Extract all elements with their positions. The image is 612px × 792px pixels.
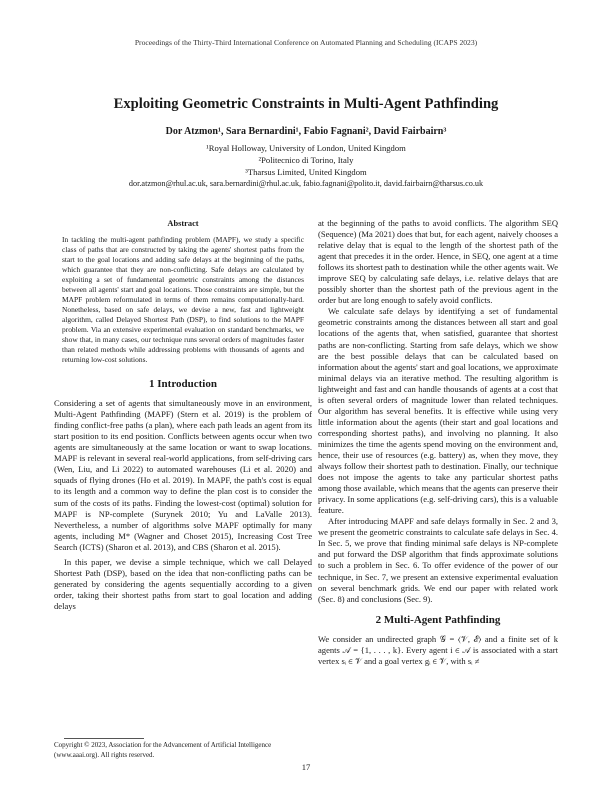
intro-paragraph-1: Considering a set of agents that simultaneously move in an environment, Multi-Agent Pathfinding (MAPF) (Stern et al. 2019) is the problem of finding conflict-free paths (a plan), where each path leads an agent from its start position to its end position. Conflicts between agents occur when two agents are simultaneously at the same location or want to swap locations. MAPF is relevant in several real-world applications, from self-driving cars (Wen, Liu, and Li 2022) to automated warehouses (Li et al. 2020) and squads of flying drones (Ho et al. 2019). In MAPF, the path's cost is equal to its length and a common way to define the plan cost is to consider the sum of the costs of its paths. Finding the lowest-cost (optimal) solution for MAPF is NP-complete (Surynek 2010; Yu and LaValle 2013). Nevertheless, a number of algorithms solve MAPF optimally for many agents, including M* (Wagner and Choset 2015), Increasing Cost Tree Search (ICTS) (Sharon et al. 2013), and CBS (Sharon et al. 2015). bbox=[54, 398, 312, 552]
author-emails: dor.atzmon@rhul.ac.uk, sara.bernardini@rhul.ac.uk, fabio.fagnani@polito.it, david.fairbairn@tharsus.co.uk bbox=[128, 179, 484, 188]
abstract-heading: Abstract bbox=[167, 219, 199, 228]
running-head: Proceedings of the Thirty-Third International Conference on Automated Planning and Scheduling (ICAPS 2023) bbox=[134, 38, 478, 47]
intro-paragraph-5: After introducing MAPF and safe delays formally in Sec. 2 and 3, we present the geometric constraints to calculate safe delays in Sec. 4. In Sec. 5, we prove that finding minimal safe delays is NP-complete and put forward the DSP algorithm that finds approximate solutions to such a problem in Sec. 6. To offer evidence of the power of our technique, in Sec. 7, we present an extensive experimental evaluation on several benchmark grids. We end our paper with related work (Sec. 8) and conclusions (Sec. 9). bbox=[318, 516, 558, 604]
affiliation-3: ³Tharsus Limited, United Kingdom bbox=[245, 167, 367, 177]
affiliation-1: ¹Royal Holloway, University of London, United Kingdom bbox=[206, 143, 406, 153]
section-heading-introduction: 1 Introduction bbox=[149, 378, 217, 391]
intro-paragraph-4: We calculate safe delays by identifying a set of fundamental geometric constraints among the distances between all start and goal locations of the agents that, when satisfied, guarantee that shortest paths are non-conflicting. Starting from safe delays, which we show are the best possible delays that can be calculated based on information about the agents' start and goal locations, we approximate minimal delays via an iterative method. The resulting algorithm is lightweight and fast and can handle thousands of agents at a cost that is often several orders of magnitude lower than related techniques. Our algorithm has several benefits. It is effective while using very little information about the agents (their start and goal locations and corresponding shortest paths), and involving no planning. It also minimizes the time the agents spend moving on the environment and, hence, their use of resources (e.g. battery) as, when they move, they always follow their shortest path to destination. Finally, our technique does not impose the agents to take any particular shortest paths among those available, which means that the agents can preserve their privacy. In some applications (e.g. self-driving cars), this is a valuable feature. bbox=[318, 306, 558, 516]
page-number: 17 bbox=[301, 762, 311, 772]
left-column bbox=[54, 218, 312, 612]
affiliation-2: ²Politecnico di Torino, Italy bbox=[258, 155, 354, 165]
copyright-footnote: Copyright © 2023, Association for the Advancement of Artificial Intelligence (www.aaai.org). All rights reserved. bbox=[54, 741, 272, 759]
right-column bbox=[318, 218, 558, 667]
mapf-paragraph-1: We consider an undirected graph 𝒢 = ⟨𝒱, ℰ⟩ and a finite set of k agents 𝒜 = {1, . . . , k}. Every agent i ∈ 𝒜 is associated with a start vertex sᵢ ∈ 𝒱 and a goal vertex gᵢ ∈ 𝒱, with sᵢ ≠ bbox=[318, 633, 558, 666]
abstract-text: In tackling the multi-agent pathfinding problem (MAPF), we study a specific class of paths that are constructed by taking the agents' shortest paths from the start to the goal locations and adding safe delays at the beginning of the paths, which guarantee that they are non-conflicting. Safe delays are calculated by exploiting a set of fundamental geometric constraints among the distances between all agents' start and goal locations. Those constraints are simple, but the MAPF problem reformulated in terms of them remains computationally-hard. Nonetheless, based on safe delays, we devise a new, fast and lightweight algorithm, called Delayed Shortest Path (DSP), to find solutions to the MAPF problem. Via an extensive experimental evaluation on standard benchmarks, we show that, in many cases, our technique runs several orders of magnitudes faster than related methods while addressing problems with thousands of agents and returning low-cost solutions. bbox=[62, 235, 304, 365]
footnote-rule bbox=[64, 738, 144, 739]
intro-paragraph-2: In this paper, we devise a simple technique, which we call Delayed Shortest Path (DSP), based on the idea that non-conflicting paths can be generated by considering the agents sequentially according to a given order, taking their shortest paths from start to goal location and adding delays bbox=[54, 556, 312, 611]
paper-title: Exploiting Geometric Constraints in Multi-Agent Pathfinding bbox=[113, 96, 499, 112]
section-heading-mapf: 2 Multi-Agent Pathfinding bbox=[375, 613, 501, 626]
author-list: Dor Atzmon¹, Sara Bernardini¹, Fabio Fagnani², David Fairbairn³ bbox=[165, 126, 447, 137]
intro-paragraph-3: at the beginning of the paths to avoid conflicts. The algorithm SEQ (Sequence) (Ma 2021) does that but, for each agent, naively chooses a relative delay that is equal to the length of the shortest path of the agent that precedes it in the order. Hence, in SEQ, one agent at a time follows its shortest path to destination while the other agents wait. We improve SEQ by calculating safe delays, i.e. relative delays that are possibly shorter than the shortest path of the previous agent in the order but are long enough to safely avoid conflicts. bbox=[318, 218, 558, 306]
